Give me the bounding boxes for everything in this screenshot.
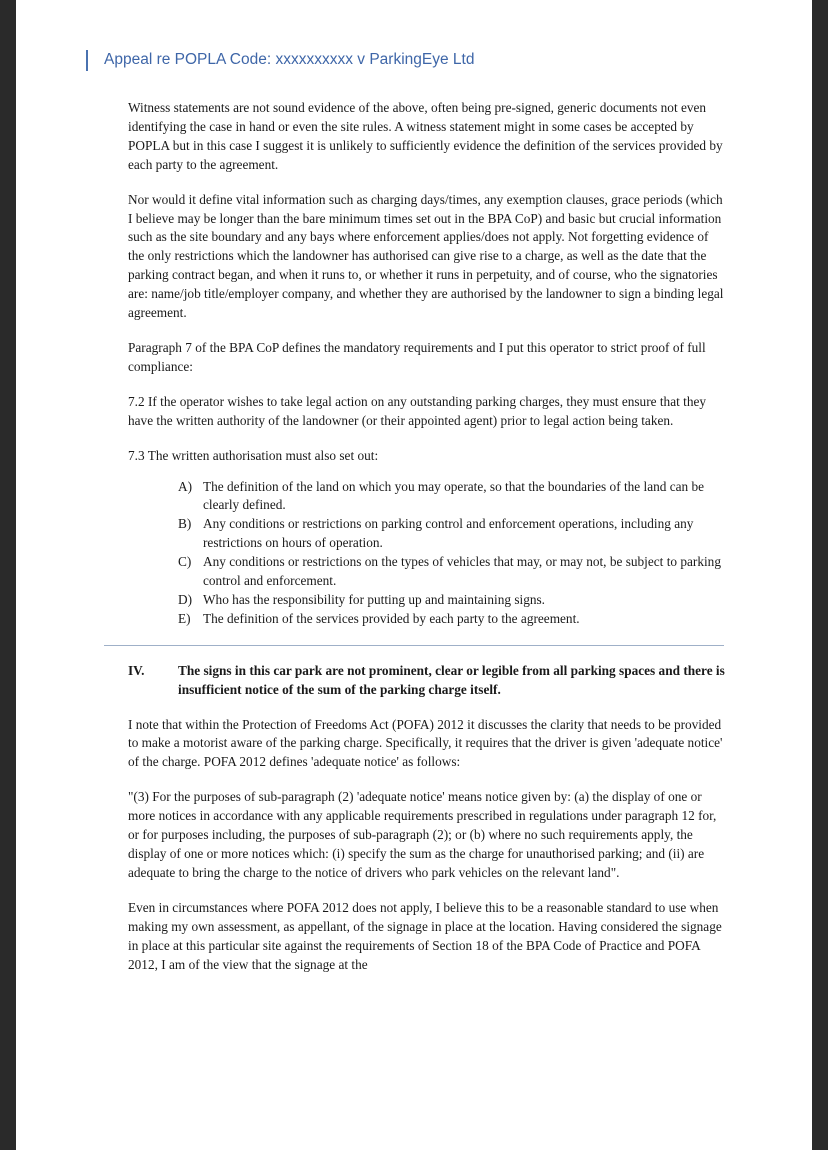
paragraph-assessment: Even in circumstances where POFA 2012 does not apply, I believe this to be a reasonable standard to use when making my own assessment, as appellant, of the signage in place at the location. Having considered the signage in place at this particular site against the requirements of Section 18 of the BPA Code of Practice and POFA 2012, I am of the view that the signage at the bbox=[128, 899, 722, 972]
list-item bbox=[178, 553, 728, 591]
paragraph-7-2: 7.2 If the operator wishes to take legal action on any outstanding parking charges, they must ensure that they have the written authority of the landowner (or their appointed agent) prior to legal action being taken. bbox=[128, 393, 707, 428]
list-text: Any conditions or restrictions on the types of vehicles that may, or may not, be subject to parking control and enforcement. bbox=[203, 554, 721, 589]
list-item bbox=[178, 478, 728, 516]
section-heading-iv bbox=[128, 662, 728, 700]
list-item bbox=[178, 515, 728, 553]
section-title: The signs in this car park are not prominent, clear or legible from all parking spaces and there is insufficient notice of the sum of the parking charge itself. bbox=[178, 662, 725, 697]
list-letter: E) bbox=[178, 610, 191, 626]
header-accent-bar bbox=[86, 50, 88, 71]
paragraph-vital-information: Nor would it define vital information such as charging days/times, any exemption clauses, grace periods (which I believe may be longer than the bare minimum times set out in the BPA CoP) and basic but crucial information such as the site boundary and any bays where enforcement applies/does not apply. Not forgetting evidence of the only restrictions which the landowner has authorised can give rise to a charge, as well as the date that the parking contract began, and when it runs to, or whether it runs in perpetuity, and of course, who the signatories are: name/job title/employer company, and whether they are authorised by the landowner to sign a binding legal agreement. bbox=[128, 191, 724, 321]
list-text: The definition of the land on which you may operate, so that the boundaries of the land can be clearly defined. bbox=[203, 478, 705, 513]
list-letter: C) bbox=[178, 554, 192, 570]
page-header bbox=[86, 49, 474, 71]
document-page bbox=[16, 0, 812, 1150]
list-letter: B) bbox=[178, 516, 192, 532]
section-divider bbox=[104, 645, 724, 646]
header-title: Appeal re POPLA Code: xxxxxxxxxx v ParkingEye Ltd bbox=[104, 51, 475, 68]
list-letter: D) bbox=[178, 591, 193, 607]
list-text: The definition of the services provided by each party to the agreement. bbox=[203, 610, 580, 626]
list-text: Who has the responsibility for putting up and maintaining signs. bbox=[203, 591, 545, 607]
paragraph-7-3: 7.3 The written authorisation must also set out: bbox=[128, 447, 379, 463]
list-letter: A) bbox=[178, 478, 193, 494]
section-number: IV. bbox=[128, 662, 145, 678]
paragraph-witness-statements: Witness statements are not sound evidence of the above, often being pre-signed, generic documents not even identifying the case in hand or even the site rules. A witness statement might in some cases be accepted by POPLA but in this case I suggest it is unlikely to sufficiently evidence the definition of the services provided by each party to the agreement. bbox=[128, 100, 723, 172]
document-body bbox=[128, 99, 728, 990]
paragraph-pofa-intro: I note that within the Protection of Freedoms Act (POFA) 2012 it discusses the clarity that needs to be provided to make a motorist aware of the parking charge. Specifically, it requires that the driver is given 'adequate notice' of the charge. POFA 2012 defines 'adequate notice' as follows: bbox=[128, 716, 723, 770]
paragraph-bpa-cop: Paragraph 7 of the BPA CoP defines the mandatory requirements and I put this operator to strict proof of full compliance: bbox=[128, 339, 706, 374]
list-item bbox=[178, 591, 728, 610]
list-text: Any conditions or restrictions on parking control and enforcement operations, including any restrictions on hours of operation. bbox=[203, 516, 694, 551]
requirements-list bbox=[178, 478, 728, 629]
list-item bbox=[178, 610, 728, 629]
paragraph-pofa-quote: "(3) For the purposes of sub-paragraph (2) 'adequate notice' means notice given by: (a) the display of one or more notices in accordance with any applicable requirements prescribed in regulations under paragraph 12 for, or for purposes including, the purposes of sub-paragraph (2); or (b) where no such requirements apply, the display of one or more notices which: (i) specify the sum as the charge for unauthorised parking; and (ii) are adequate to bring the charge to the notice of drivers who park vehicles on the relevant land". bbox=[128, 789, 717, 880]
